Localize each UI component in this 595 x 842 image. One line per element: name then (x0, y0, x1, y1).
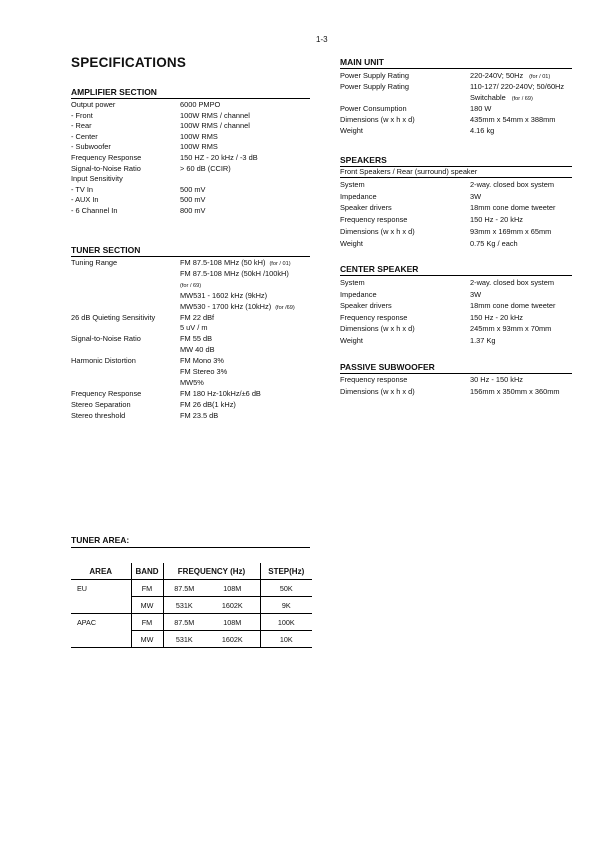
spec-value: 245mm x 93mm x 70mm (470, 324, 552, 334)
col-header-step: STEP(Hz) (260, 563, 312, 580)
spec-label: - 6 Channel In (71, 206, 118, 215)
cell-freq-max: 108M (205, 580, 260, 597)
spec-value: 150 Hz - 20 kHz (470, 215, 523, 225)
spec-label: System (340, 180, 365, 189)
cell-freq-min: 531K (163, 597, 205, 614)
spec-variant-note: (for / 69) (511, 95, 533, 102)
spec-variant-note: (for /69) (275, 304, 295, 311)
cell-freq-min: 87.5M (163, 580, 205, 597)
spec-label: - Center (71, 131, 98, 141)
cell-area: APAC (77, 617, 97, 627)
spec-label: Frequency Response (71, 388, 142, 398)
spec-label: Weight (340, 336, 363, 345)
spec-value: 435mm x 54mm x 388mm (470, 114, 556, 124)
spec-label: Weight (340, 125, 363, 135)
table-row (71, 631, 312, 648)
spec-label: Stereo Separation (71, 399, 131, 409)
spec-value: 93mm x 169mm x 65mm (470, 226, 552, 236)
tuner-area-heading: TUNER AREA: (71, 535, 130, 545)
spec-value: 30 Hz - 150 kHz (470, 375, 523, 384)
spec-value: 2-way. closed box system (470, 278, 555, 287)
tuner-area-table (71, 563, 312, 648)
spec-label: - Rear (71, 121, 92, 131)
spec-label: Dimensions (w x h x d) (340, 386, 415, 396)
spec-value: FM 87.5-108 MHz (50 kH) (for / 01) (180, 258, 291, 267)
spec-value: FM 23.5 dB (180, 410, 219, 420)
cell-step: 9K (260, 597, 312, 614)
cell-freq-min: 531K (163, 631, 205, 648)
spec-label: Power Supply Rating (340, 71, 410, 80)
col-header-area: AREA (71, 563, 131, 580)
spec-label: Dimensions (w x h x d) (340, 324, 415, 334)
table-row (71, 580, 312, 597)
spec-value: 100W RMS (180, 142, 218, 152)
table-row (71, 597, 312, 614)
spec-value: FM 26 dB(1 kHz) (180, 399, 236, 409)
spec-value: 1.37 Kg (470, 336, 496, 345)
spec-label: 26 dB Quieting Sensitivity (71, 312, 156, 322)
table-row (71, 614, 312, 631)
cell-band: MW (131, 631, 163, 648)
spec-value: MW531 - 1602 kHz (9kHz) (180, 290, 268, 300)
spec-label: Speaker drivers (340, 203, 392, 213)
spec-label: Dimensions (w x h x d) (340, 226, 415, 236)
main-unit-heading: MAIN UNIT (340, 57, 384, 67)
spec-value: FM 87.5-108 MHz (50kH /100kH) (180, 268, 289, 278)
speakers-subheading: Front Speakers / Rear (surround) speaker (340, 167, 478, 176)
spec-variant-note: (for / 01) (529, 74, 551, 80)
spec-label: Impedance (340, 289, 377, 299)
spec-label: Input Sensitivity (71, 174, 123, 184)
spec-value: 5 uV / m (180, 323, 208, 333)
spec-label: Dimensions (w x h x d) (340, 114, 415, 124)
cell-freq-min: 87.5M (163, 614, 205, 631)
spec-label: Frequency response (340, 215, 408, 225)
cell-freq-max: 108M (205, 614, 260, 631)
spec-value: FM Stereo 3% (180, 367, 228, 376)
spec-label: - Subwoofer (71, 142, 111, 152)
spec-value: 100W RMS / channel (180, 121, 250, 131)
tuner-area-rule (71, 547, 310, 548)
spec-label: Output power (71, 100, 116, 109)
spec-value: 3W (470, 289, 482, 299)
spec-variant-note: (for / 69) (180, 282, 202, 289)
cell-area (71, 597, 131, 614)
page-title: SPECIFICATIONS (71, 55, 187, 70)
spec-value: 18mm cone dome tweeter (470, 301, 556, 311)
spec-value: 2-way. closed box system (470, 180, 555, 189)
spec-label: System (340, 278, 365, 287)
spec-value: > 60 dB (CCIR) (180, 163, 231, 173)
spec-value: 150 Hz - 20 kHz (470, 312, 523, 322)
cell-step: 10K (260, 631, 312, 648)
table-header-row (71, 563, 312, 580)
cell-freq-max: 1602K (205, 597, 260, 614)
tuner-rule (71, 256, 310, 257)
spec-value (180, 280, 201, 291)
spec-value: FM 22 dBf (180, 312, 215, 322)
spec-value: 156mm x 350mm x 360mm (470, 386, 560, 396)
spec-value: 4.16 kg (470, 125, 495, 135)
spec-value: MW5% (180, 377, 204, 387)
page-number: 1-3 (316, 35, 328, 44)
spec-value: MW 40 dB (180, 345, 215, 355)
spec-value: 150 HZ - 20 kHz / -3 dB (180, 153, 258, 162)
spec-value: 18mm cone dome tweeter (470, 203, 556, 213)
col-header-frequency: FREQUENCY (Hz) (163, 563, 260, 580)
speakers-heading: SPEAKERS (340, 155, 387, 165)
spec-value: 100W RMS (180, 131, 218, 141)
cell-band: MW (131, 597, 163, 614)
spec-label: Power Supply Rating (340, 81, 410, 91)
spec-label: Signal-to-Noise Ratio (71, 163, 141, 173)
spec-value: 500 mV (180, 195, 206, 205)
spec-label: Harmonic Distortion (71, 356, 136, 366)
spec-value: 500 mV (180, 184, 206, 194)
spec-label: Power Consumption (340, 103, 407, 113)
spec-value: FM Mono 3% (180, 356, 224, 366)
spec-label: - Front (71, 110, 93, 120)
center-speaker-rule (340, 275, 572, 276)
col-header-band: BAND (131, 563, 163, 580)
cell-area (71, 631, 131, 648)
spec-label: Impedance (340, 191, 377, 201)
spec-variant-note: (for / 01) (269, 261, 291, 267)
amplifier-rule (71, 98, 310, 99)
spec-label: Signal-to-Noise Ratio (71, 334, 141, 344)
center-speaker-heading: CENTER SPEAKER (340, 264, 419, 274)
amplifier-heading: AMPLIFIER SECTION (71, 87, 157, 97)
cell-step: 50K (260, 580, 312, 597)
speakers-subrule (340, 177, 572, 178)
subwoofer-heading: PASSIVE SUBWOOFER (340, 362, 435, 372)
tuner-heading: TUNER SECTION (71, 245, 141, 255)
cell-band: FM (131, 614, 163, 631)
spec-value: MW530 - 1700 kHz (10kHz) (for /69) (180, 301, 295, 311)
spec-value: FM 180 Hz-10kHz/±6 dB (180, 388, 261, 398)
spec-value: 0.75 Kg / each (470, 238, 518, 248)
spec-label: Speaker drivers (340, 301, 392, 311)
cell-freq-max: 1602K (205, 631, 260, 648)
spec-value: 220-240V; 50Hz (for / 01) (470, 71, 551, 80)
spec-label: - TV In (71, 184, 94, 194)
spec-value: 6000 PMPO (180, 100, 221, 109)
spec-label: Weight (340, 238, 363, 248)
spec-value: 800 mV (180, 206, 206, 215)
spec-value: 3W (470, 191, 482, 201)
spec-label: - AUX In (71, 195, 99, 205)
cell-step: 100K (260, 614, 312, 631)
cell-area: EU (77, 583, 87, 593)
cell-band: FM (131, 580, 163, 597)
spec-label: Frequency Response (71, 153, 142, 162)
spec-value: FM 55 dB (180, 334, 213, 344)
spec-label: Frequency response (340, 375, 408, 384)
subwoofer-rule (340, 373, 572, 374)
spec-label: Tuning Range (71, 258, 118, 267)
spec-label: Frequency response (340, 312, 408, 322)
spec-value: 110-127/ 220-240V; 50/60Hz (470, 81, 565, 91)
spec-value: 100W RMS / channel (180, 110, 250, 120)
spec-label: Stereo threshold (71, 410, 126, 420)
main-unit-rule (340, 68, 572, 69)
spec-value: Switchable (for / 69) (470, 92, 533, 102)
spec-value: 180 W (470, 103, 492, 113)
